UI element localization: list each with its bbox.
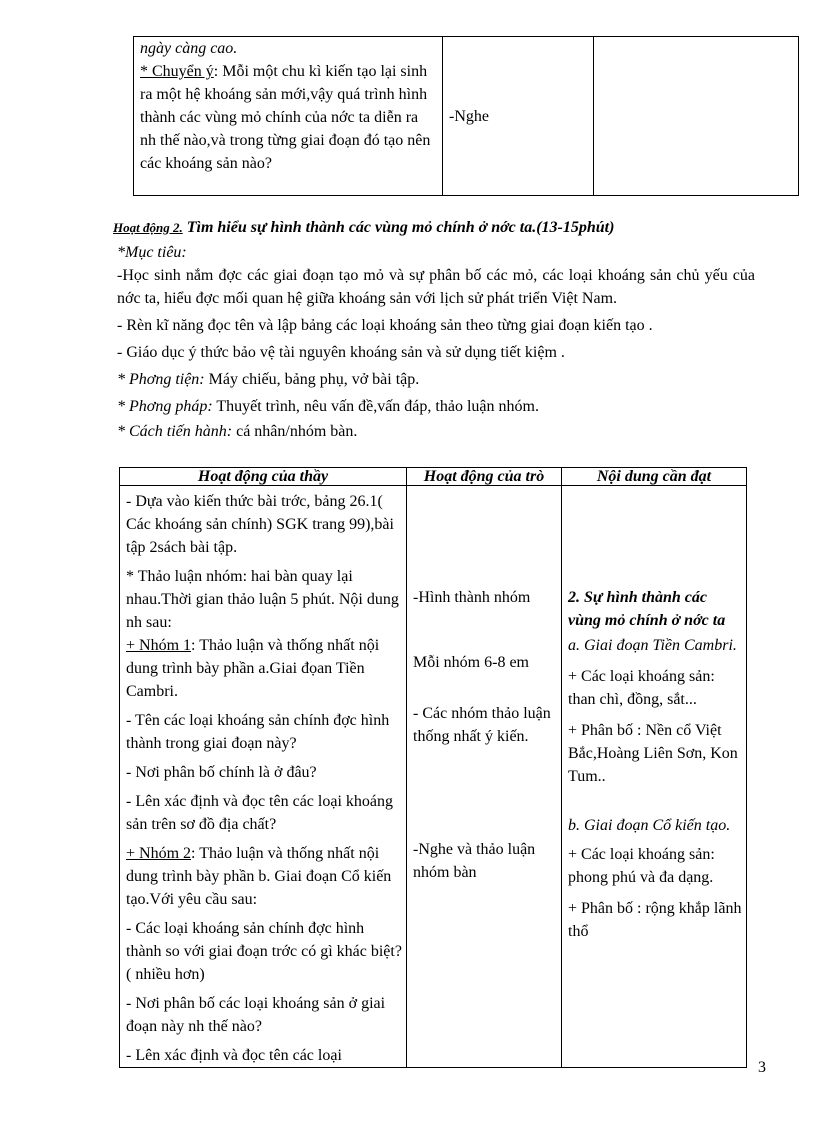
- teacher-step-7: [126, 842, 402, 911]
- teacher-cell: [120, 486, 407, 1068]
- group-2-label: + Nhóm 2: [126, 845, 192, 862]
- content-cell: [562, 486, 747, 1068]
- content-stage-a: a. Giai đoạn Tiền Cambri.: [568, 637, 737, 654]
- top-teacher-line-2: * Chuyển ý: Mỗi một chu kì kiến tạo lại sinh ra một hệ khoáng sản mới,vậy quá trình hình thành các vùng mỏ chính của nớc ta diễn ra nh thế nào,và trong từng giai đoạn đó tạo nên các khoáng sản nào?: [140, 63, 431, 172]
- section-intro: [113, 216, 755, 443]
- student-step-3: - Các nhóm thảo luận thống nhất ý kiến.: [413, 705, 551, 745]
- student-cell: [407, 486, 562, 1068]
- objective-1: -Học sinh nắm đợc các giai đoạn tạo mỏ và sự phân bố các mỏ, các loại khoáng sản chủ yếu của nớc ta, hiểu đợc mối quan hệ giữa khoáng sản với lịch sử phát triển Việt Nam.: [117, 267, 755, 307]
- content-stage-b-minerals: + Các loại khoáng sản: phong phú và đa dạng.: [568, 846, 715, 886]
- method-label: * Phơng pháp:: [117, 398, 213, 415]
- student-step-1: -Hình thành nhóm: [413, 589, 531, 606]
- teacher-step-3: [126, 634, 402, 703]
- main-table: [119, 467, 747, 1068]
- activity-label: Hoạt động 2.: [113, 220, 183, 235]
- top-teacher-line-1: ngày càng cao.: [140, 40, 238, 57]
- teacher-step-9: - Nơi phân bố các loại khoáng sản ở giai đoạn này nh thế nào?: [126, 995, 386, 1035]
- activity-title: Tìm hiểu sự hình thành các vùng mỏ chính ở nớc ta.(13-15phút): [186, 219, 615, 236]
- teacher-step-2: * Thảo luận nhóm: hai bàn quay lại nhau.Thời gian thảo luận 5 phút. Nội dung nh sau:: [126, 568, 399, 631]
- top-teacher-cell: [134, 37, 443, 196]
- teacher-step-8: - Các loại khoáng sản chính đợc hình thành so với giai đoạn trớc có gì khác biệt?( nhiều hơn): [126, 920, 402, 983]
- group-1-label: + Nhóm 1: [126, 637, 192, 654]
- student-step-2: Mỗi nhóm 6-8 em: [413, 654, 529, 671]
- top-content-cell: [594, 37, 799, 196]
- objective-3: - Giáo dục ý thức bảo vệ tài nguyên khoáng sản và sử dụng tiết kiệm .: [117, 344, 565, 361]
- means-line: [113, 368, 755, 391]
- teacher-step-1: - Dựa vào kiến thức bài trớc, bảng 26.1( Các khoáng sản chính) SGK trang 99),bài tập 2sách bài tập.: [126, 493, 394, 556]
- group-1-text: : Thảo luận và thống nhất nội dung trình bày phần a.Giai đọan Tiền Cambri.: [126, 637, 380, 700]
- activity-heading: [113, 216, 755, 239]
- top-teacher-text: Mỗi một chu kì kiến tạo lại sinh ra một hệ khoáng sản mới,vậy quá trình hình thành các vùng mỏ chính của nớc ta diễn ra nh thế nào,và trong từng giai đoạn đó tạo nên các khoáng sản nào?: [140, 63, 431, 172]
- top-student-cell: [443, 37, 594, 196]
- header-student: Hoạt động của trò: [407, 468, 562, 486]
- page-number: 3: [758, 1059, 766, 1076]
- header-teacher: Hoạt động của thầy: [120, 468, 407, 486]
- method-line: [113, 395, 755, 418]
- content-stage-a-minerals: + Các loại khoáng sản: than chì, đồng, sắt...: [568, 668, 715, 708]
- method-text: Thuyết trình, nêu vấn đề,vấn đáp, thảo luận nhóm.: [216, 398, 539, 415]
- header-content: Nội dung cần đạt: [562, 468, 747, 486]
- top-student-text: -Nghe: [449, 107, 489, 125]
- content-stage-b: b. Giai đoạn Cổ kiến tạo.: [568, 817, 731, 834]
- teacher-step-5: - Nơi phân bố chính là ở đâu?: [126, 764, 317, 781]
- means-label: * Phơng tiện:: [117, 371, 205, 388]
- means-text: Máy chiếu, bảng phụ, vở bài tập.: [208, 371, 420, 388]
- procedure-line: [113, 420, 755, 443]
- objective-label: *Mục tiêu:: [117, 244, 187, 261]
- objective-2: - Rèn kĩ năng đọc tên và lập bảng các loại khoáng sản theo từng giai đoạn kiến tạo .: [117, 317, 653, 334]
- procedure-text: cá nhân/nhóm bàn.: [236, 423, 358, 440]
- transition-label: * Chuyển ý: [140, 63, 214, 80]
- content-stage-b-distribution: + Phân bố : rộng khắp lãnh thổ: [568, 900, 742, 940]
- student-step-4: -Nghe và thảo luận nhóm bàn: [413, 841, 536, 881]
- teacher-step-10: - Lên xác định và đọc tên các loại: [126, 1047, 342, 1064]
- group-2-text: : Thảo luận và thống nhất nội dung trình bày phần b. Giai đoạn Cổ kiến tạo.Với yêu cầu sau:: [126, 845, 392, 908]
- top-table: [133, 36, 799, 196]
- teacher-step-4: - Tên các loại khoáng sản chính đợc hình thành trong giai đoạn này?: [126, 712, 390, 752]
- content-title: 2. Sự hình thành các vùng mỏ chính ở nớc ta: [568, 589, 726, 629]
- procedure-label: * Cách tiến hành:: [117, 423, 233, 440]
- content-stage-a-distribution: + Phân bố : Nền cổ Việt Bắc,Hoàng Liên Sơn, Kon Tum..: [568, 722, 738, 785]
- teacher-step-6: - Lên xác định và đọc tên các loại khoáng sản trên sơ đồ địa chất?: [126, 793, 393, 833]
